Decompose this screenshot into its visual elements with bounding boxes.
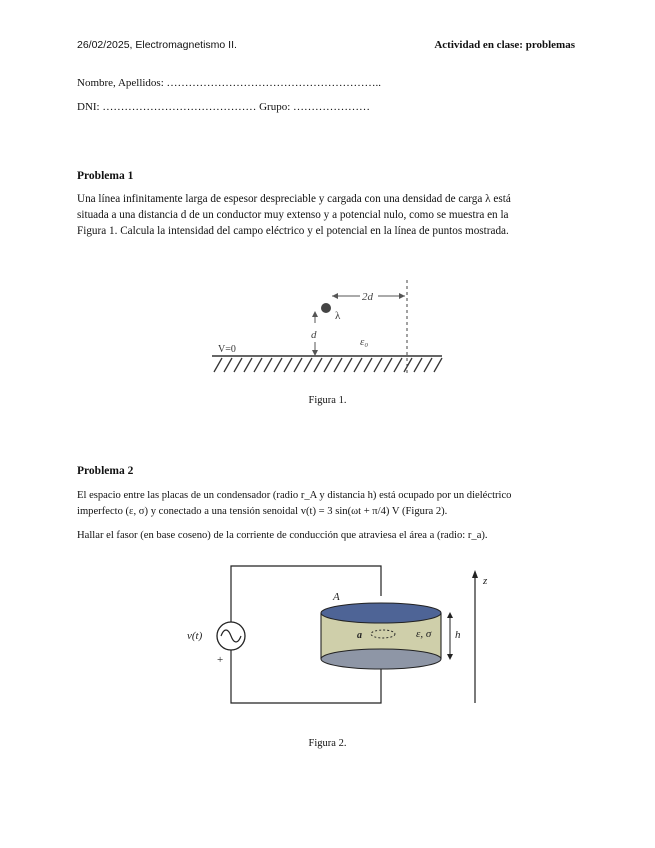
label-z: z xyxy=(483,575,488,587)
figure1-caption: Figura 1. xyxy=(308,395,347,406)
label-lambda: λ xyxy=(335,310,341,322)
name-dots: ………………………………………………….. xyxy=(166,77,382,89)
problem1-title: Problema 1 xyxy=(77,170,134,182)
header-date-course: 26/02/2025, Electromagnetismo II. xyxy=(77,39,237,51)
label-d: d xyxy=(311,329,317,341)
problem2-question: Hallar el fasor (en base coseno) de la corriente de conducción que atraviesa el área a (radio: r_a). xyxy=(77,530,488,541)
name-label: Nombre, Apellidos: xyxy=(77,77,164,89)
problem1-statement xyxy=(77,191,577,239)
figure2-diagram xyxy=(180,560,510,710)
label-2d: 2d xyxy=(362,291,373,303)
label-epsilon-sigma: ε, σ xyxy=(416,628,432,640)
label-plus: + xyxy=(217,654,224,666)
problem2-line1: El espacio entre las placas de un condensador (radio r_A y distancia h) está ocupado por un dieléctrico xyxy=(77,490,512,501)
dni-label: DNI: xyxy=(77,101,100,113)
problem2-title: Problema 2 xyxy=(77,465,134,477)
problem1-line2: situada a una distancia d de un conductor muy extenso y a potencial nulo, como se muestra en la xyxy=(77,209,509,221)
problem2-statement xyxy=(77,488,577,520)
line-charge-dot xyxy=(321,303,331,313)
label-a: a xyxy=(357,630,362,641)
dni-dots: …………………………………… xyxy=(102,101,257,113)
name-field-row xyxy=(77,77,381,89)
problem1-line3: Figura 1. Calcula la intensidad del campo eléctrico y el potencial en la línea de puntos mostrada. xyxy=(77,225,509,237)
figure2-caption: Figura 2. xyxy=(308,738,347,749)
label-vt: v(t) xyxy=(187,630,203,642)
problem2-line2: imperfecto (ε, σ) y conectado a una tensión senoidal v(t) = 3 sin(ωt + π/4) V (Figura 2). xyxy=(77,506,448,517)
figure1-diagram xyxy=(200,275,460,385)
label-A: A xyxy=(333,591,340,603)
ground-hatching xyxy=(214,358,442,372)
header-activity-title: Actividad en clase: problemas xyxy=(434,39,575,51)
dni-field-row xyxy=(77,101,370,113)
top-plate xyxy=(321,603,441,623)
bottom-plate xyxy=(321,649,441,669)
label-v0: V=0 xyxy=(218,344,236,355)
group-dots: ………………… xyxy=(293,101,371,113)
problem1-line1: Una línea infinitamente larga de espesor despreciable y cargada con una densidad de carga λ está xyxy=(77,193,511,205)
group-label: Grupo: xyxy=(259,101,291,113)
label-h: h xyxy=(455,629,461,641)
label-epsilon0: ε₀ xyxy=(360,336,369,348)
